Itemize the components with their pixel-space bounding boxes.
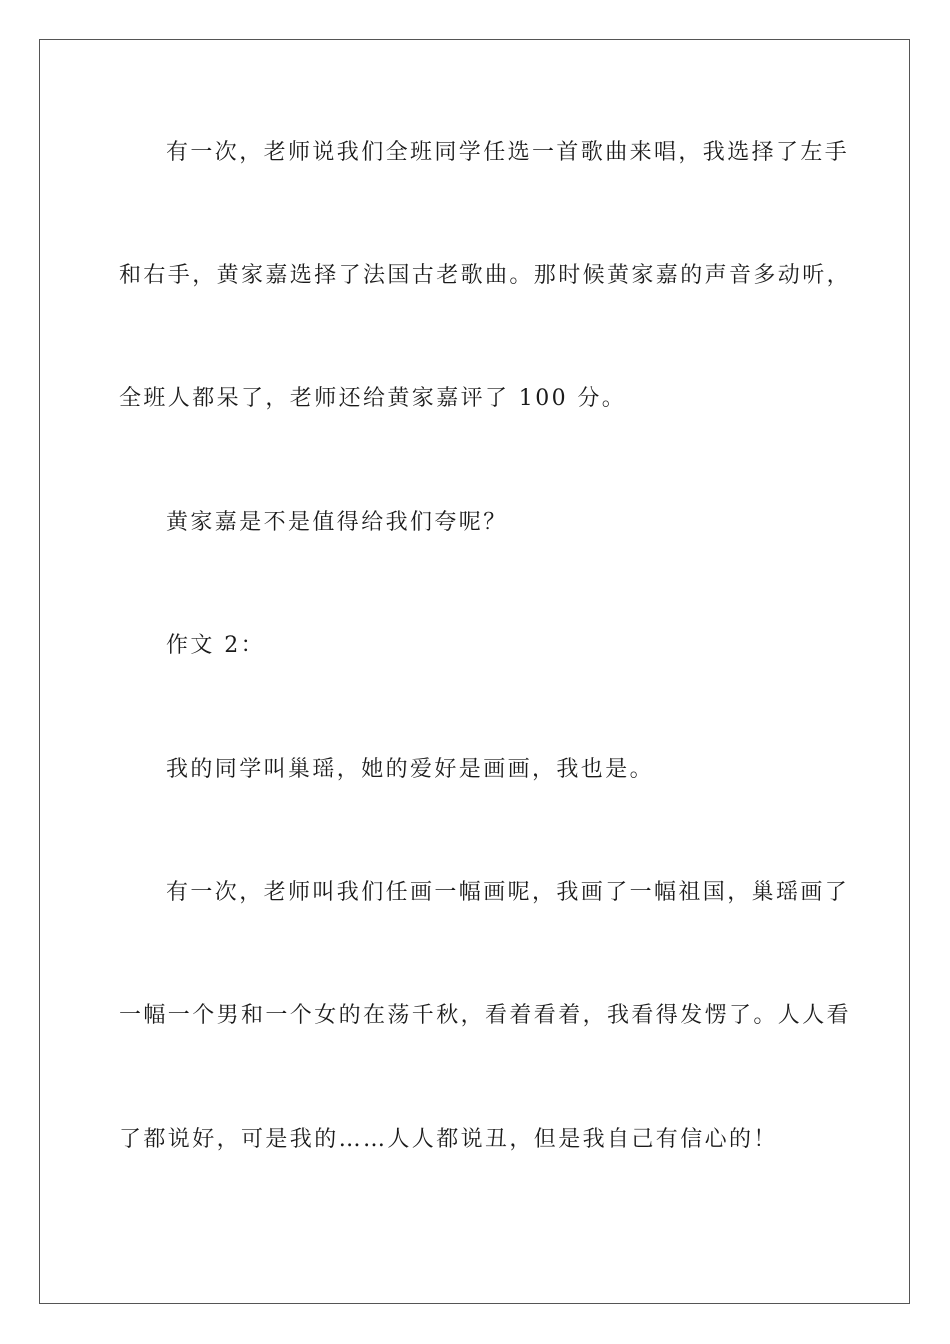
text-line: 有一次，老师叫我们任画一幅画呢，我画了一幅祖国，巢瑶画了: [166, 880, 850, 905]
text-line: 了都说好，可是我的……人人都说丑，但是我自己有信心的！: [119, 1127, 778, 1152]
section-heading: 作文 2：: [166, 633, 265, 658]
text-line: 一幅一个男和一个女的在荡千秋，看着看着，我看得发愣了。人人看: [119, 1003, 852, 1028]
text-line: 我的同学叫巢瑶，她的爱好是画画，我也是。: [166, 757, 655, 782]
text-line: 和右手，黄家嘉选择了法国古老歌曲。那时候黄家嘉的声音多动听，: [119, 263, 852, 288]
text-line: 全班人都呆了，老师还给黄家嘉评了 100 分。: [119, 386, 627, 411]
document-page: [39, 39, 910, 1304]
text-line: 有一次，老师说我们全班同学任选一首歌曲来唱，我选择了左手: [166, 140, 850, 165]
text-line: 黄家嘉是不是值得给我们夸呢？: [166, 510, 508, 535]
